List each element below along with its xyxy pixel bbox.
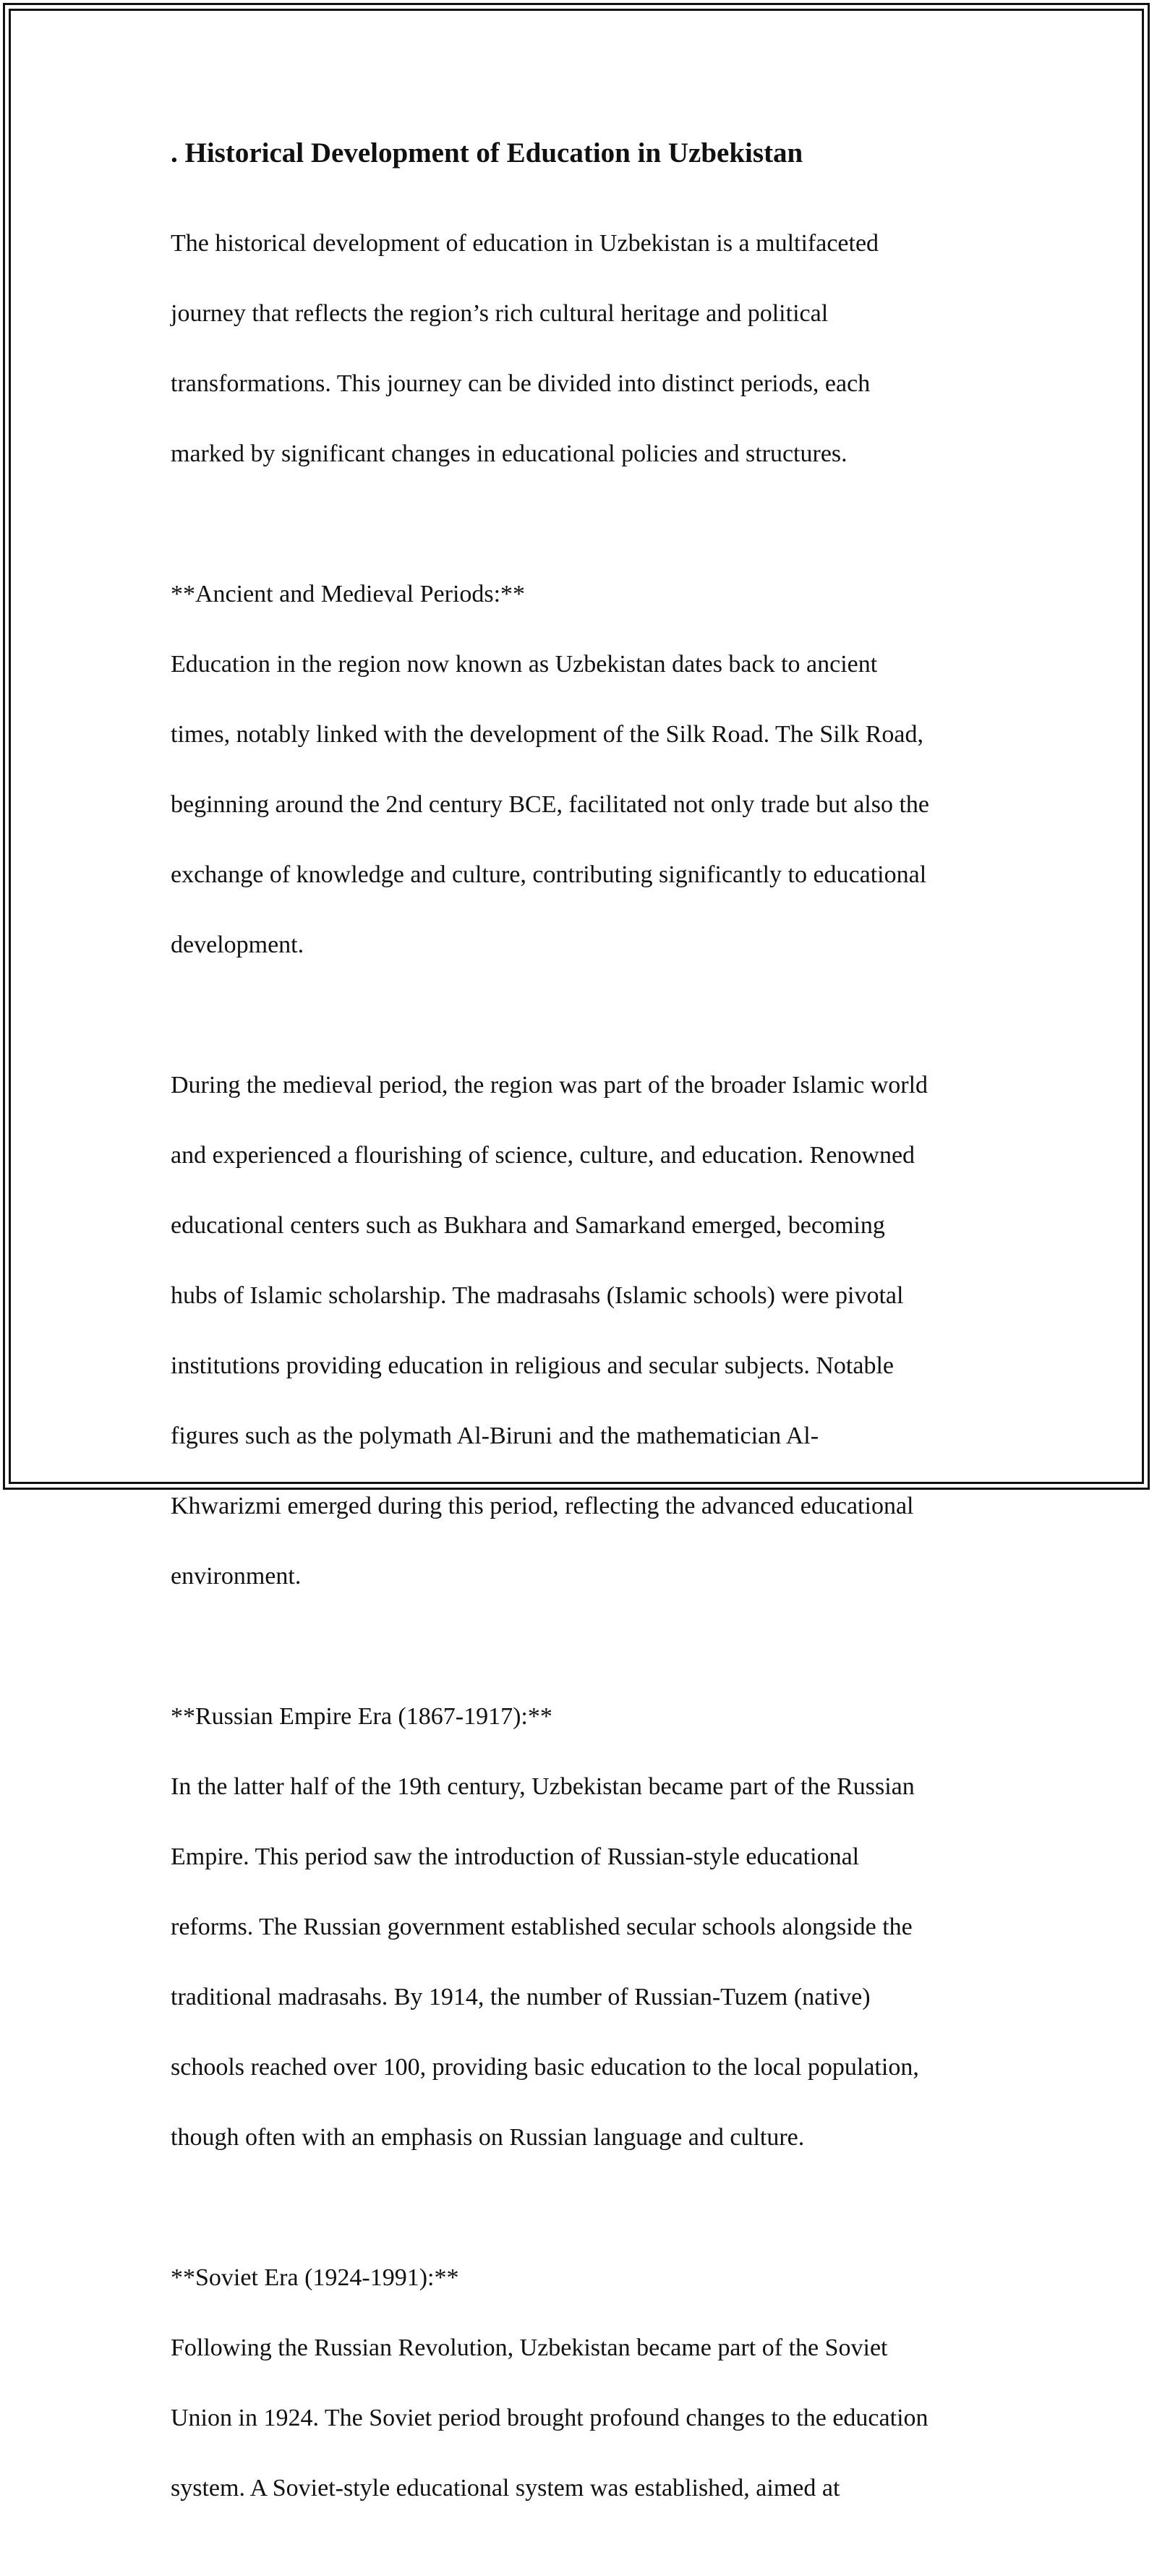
text-line: times, notably linked with the development of the Silk Road. The Silk Road,: [171, 720, 923, 748]
text-line: figures such as the polymath Al-Biruni and the mathematician Al-: [171, 1422, 819, 1449]
text-line: and experienced a flourishing of science, culture, and education. Renowned: [171, 1141, 915, 1169]
paragraph-medieval: [171, 1033, 995, 1629]
text-line: exchange of knowledge and culture, contributing significantly to educational: [171, 861, 927, 888]
text-line: schools reached over 100, providing basic education to the local population,: [171, 2053, 919, 2081]
text-line: traditional madrasahs. By 1914, the number of Russian-Tuzem (native): [171, 1983, 871, 2010]
text-line: In the latter half of the 19th century, Uzbekistan became part of the Russian: [171, 1773, 915, 1800]
text-line: The historical development of education in Uzbekistan is a multifaceted: [171, 229, 879, 257]
paragraph-intro: [171, 191, 995, 507]
text-line: marked by significant changes in educational policies and structures.: [171, 440, 848, 467]
text-line: development.: [171, 931, 304, 958]
text-line: hubs of Islamic scholarship. The madrasahs (Islamic schools) were pivotal: [171, 1281, 904, 1309]
document-title: . Historical Development of Education in Uzbekistan: [171, 137, 803, 169]
text-line: beginning around the 2nd century BCE, facilitated not only trade but also the: [171, 790, 930, 818]
text-line: institutions providing education in religious and secular subjects. Notable: [171, 1352, 894, 1379]
text-line: During the medieval period, the region was part of the broader Islamic world: [171, 1071, 928, 1099]
text-line: Khwarizmi emerged during this period, reflecting the advanced educational: [171, 1492, 914, 1519]
text-line: reforms. The Russian government established secular schools alongside the: [171, 1913, 913, 1940]
paragraph-russian-empire: [171, 1664, 995, 2191]
text-line: Education in the region now known as Uzbekistan dates back to ancient: [171, 650, 878, 678]
text-line: Empire. This period saw the introduction of Russian-style educational: [171, 1843, 860, 1870]
paragraph-ancient-medieval: [171, 542, 995, 998]
text-line: though often with an emphasis on Russian language and culture.: [171, 2123, 805, 2151]
section-heading: **Russian Empire Era (1867-1917):**: [171, 1702, 552, 1730]
text-line: transformations. This journey can be divided into distinct periods, each: [171, 370, 871, 397]
text-line: journey that reflects the region’s rich cultural heritage and political: [171, 299, 829, 327]
section-heading: **Ancient and Medieval Periods:**: [171, 580, 526, 607]
text-line: environment.: [171, 1562, 302, 1590]
text-line: Following the Russian Revolution, Uzbekistan became part of the Soviet: [171, 2334, 888, 2361]
text-line: educational centers such as Bukhara and Samarkand emerged, becoming: [171, 1211, 885, 1239]
text-line: Union in 1924. The Soviet period brought profound changes to the education: [171, 2404, 928, 2431]
section-heading: **Soviet Era (1924-1991):**: [171, 2264, 459, 2291]
document-body: [171, 135, 995, 2576]
paragraph-soviet-era: [171, 2225, 995, 2541]
text-line: system. A Soviet-style educational system was established, aimed at: [171, 2474, 840, 2502]
